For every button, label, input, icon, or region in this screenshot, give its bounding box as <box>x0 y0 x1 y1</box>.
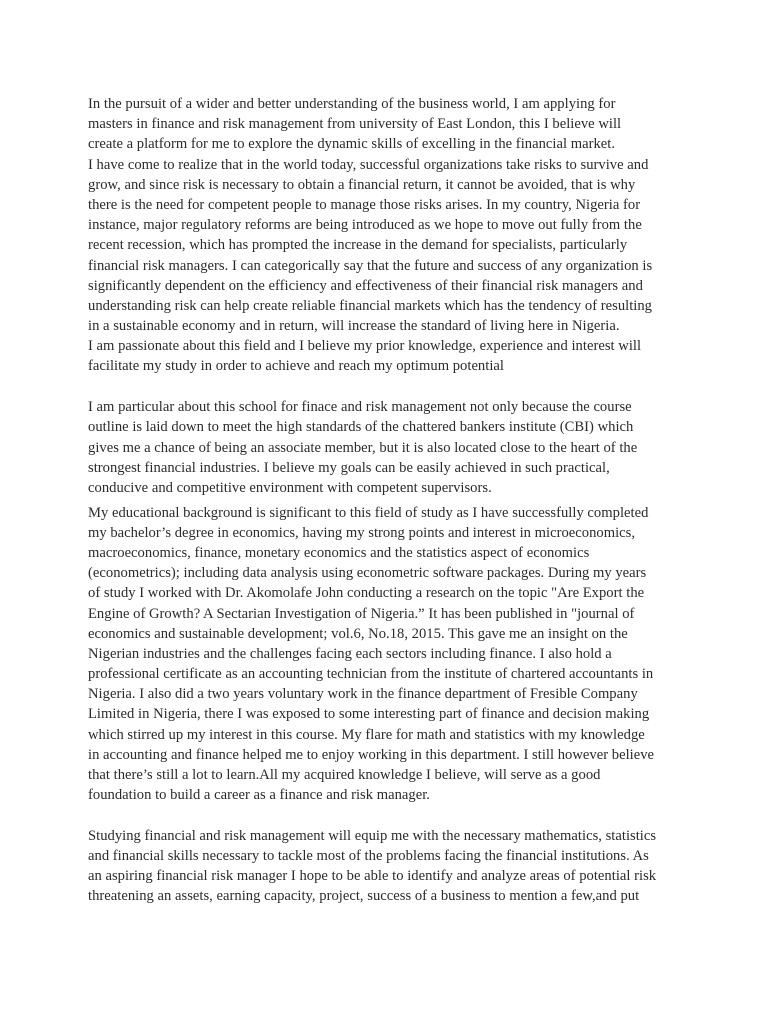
text-line: My educational background is significant to this field of study as I have successfully completed <box>88 504 649 521</box>
text-line: I am passionate about this field and I believe my prior knowledge, experience and interest will <box>88 338 642 355</box>
text-line: professional certificate as an accounting technician from the institute of chartered accountants in <box>88 666 654 683</box>
paragraph-4 <box>88 826 698 907</box>
paragraph-3 <box>88 503 698 806</box>
text-line: Studying financial and risk management will equip me with the necessary mathematics, statistics <box>88 827 657 844</box>
text-line: Nigeria. I also did a two years voluntary work in the finance department of Fresible Company <box>88 686 638 703</box>
text-line: in a sustainable economy and in return, will increase the standard of living here in Nigeria. <box>88 318 620 335</box>
text-line: understanding risk can help create reliable financial markets which has the tendency of resulting <box>88 297 652 314</box>
text-line: foundation to build a career as a finance and risk manager. <box>88 787 430 804</box>
text-line: I am particular about this school for finace and risk management not only because the course <box>88 399 632 416</box>
text-line: threatening an assets, earning capacity, project, success of a business to mention a few,and put <box>88 888 640 905</box>
text-line: which stirred up my interest in this course. My flare for math and statistics with my knowledge <box>88 726 645 743</box>
paragraph-gap <box>88 377 698 398</box>
text-line: financial risk managers. I can categorically say that the future and success of any organization is <box>88 257 653 274</box>
paragraph-gap <box>88 805 698 826</box>
text-line: outline is laid down to meet the high standards of the chattered bankers institute (CBI) which <box>88 419 634 436</box>
text-line: macroeconomics, finance, monetary economics and the statistics aspect of economics <box>88 544 590 561</box>
text-line: instance, major regulatory reforms are being introduced as we hope to move out fully from the <box>88 217 642 234</box>
text-line: Nigerian industries and the challenges facing each sectors including finance. I also hold a <box>88 645 612 662</box>
text-line: In the pursuit of a wider and better understanding of the business world, I am applying for <box>88 96 616 112</box>
text-line: (econometrics); including data analysis using econometric software packages. During my years <box>88 565 647 582</box>
text-line: create a platform for me to explore the dynamic skills of excelling in the financial market. <box>88 136 616 153</box>
text-line: I have come to realize that in the world today, successful organizations take risks to survive and <box>88 156 649 173</box>
text-line: gives me a chance of being an associate member, but it is also located close to the heart of the <box>88 439 638 456</box>
paragraph-1 <box>88 94 698 377</box>
text-line: recent recession, which has prompted the increase in the demand for specialists, particularly <box>88 237 628 254</box>
text-line: there is the need for competent people to manage those risks arises. In my country, Nigeria for <box>88 196 641 213</box>
paragraph-2 <box>88 397 698 498</box>
text-line: conducive and competitive environment with competent supervisors. <box>88 479 492 496</box>
text-line: significantly dependent on the efficiency and effectiveness of their financial risk managers and <box>88 277 643 294</box>
text-line: economics and sustainable development; vol.6, No.18, 2015. This gave me an insight on the <box>88 625 628 642</box>
text-line: an aspiring financial risk manager I hope to be able to identify and analyze areas of potential risk <box>88 868 657 885</box>
text-line: and financial skills necessary to tackle most of the problems facing the financial institutions. As <box>88 848 649 865</box>
text-line: Engine of Growth? A Sectarian Investigation of Nigeria.” It has been published in "journal of <box>88 605 635 622</box>
text-line: masters in finance and risk management from university of East London, this I believe will <box>88 116 622 133</box>
text-line: of study I worked with Dr. Akomolafe John conducting a research on the topic "Are Export the <box>88 585 645 602</box>
text-line: strongest financial industries. I believe my goals can be easily achieved in such practical, <box>88 459 610 476</box>
text-line: Limited in Nigeria, there I was exposed to some interesting part of finance and decision making <box>88 706 650 723</box>
text-line: grow, and since risk is necessary to obtain a financial return, it cannot be avoided, that is why <box>88 176 636 193</box>
text-line: in accounting and finance helped me to enjoy working in this department. I still however believe <box>88 746 655 763</box>
document-page <box>88 94 698 907</box>
text-line: facilitate my study in order to achieve and reach my optimum potential <box>88 358 504 375</box>
text-line: that there’s still a lot to learn.All my acquired knowledge I believe, will serve as a good <box>88 767 601 783</box>
text-line: my bachelor’s degree in economics, having my strong points and interest in microeconomics, <box>88 524 636 541</box>
